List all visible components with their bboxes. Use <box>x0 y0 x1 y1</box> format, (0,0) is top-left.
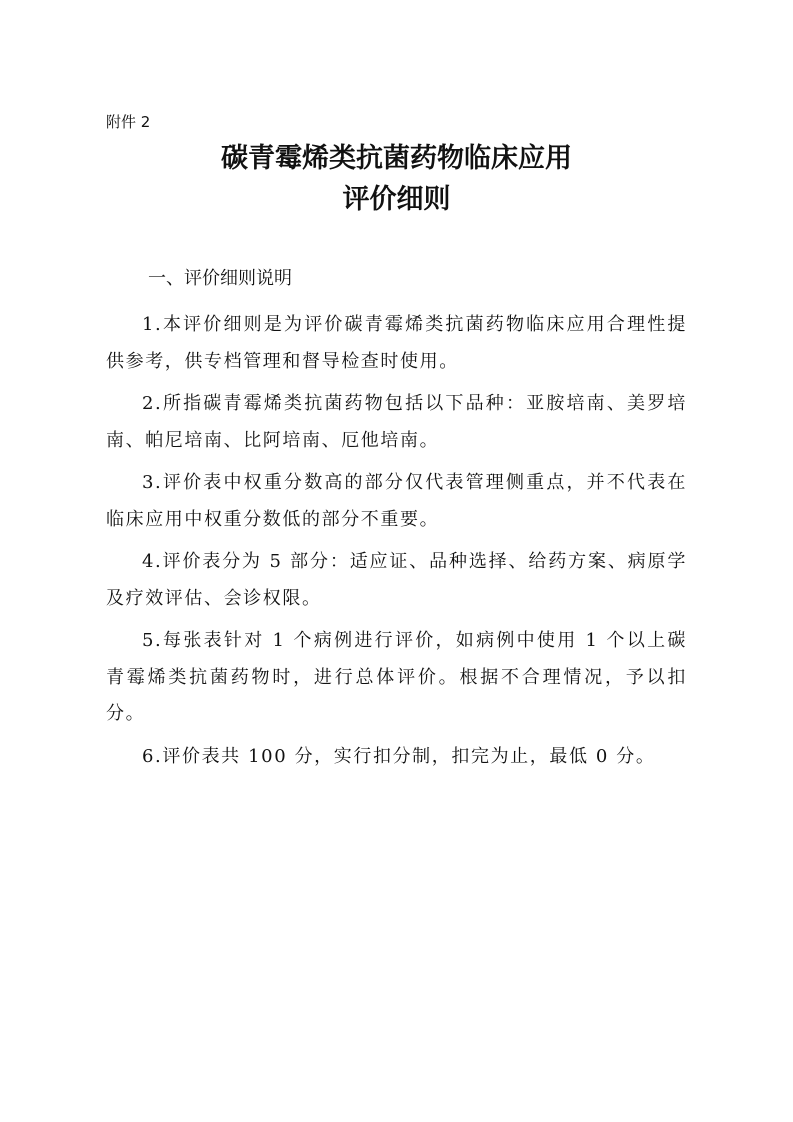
paragraph-item-3: 3.评价表中权重分数高的部分仅代表管理侧重点，并不代表在临床应用中权重分数低的部分不重要。 <box>106 472 687 530</box>
paragraph-item-6: 6.评价表共 100 分，实行扣分制，扣完为止，最低 0 分。 <box>142 746 656 767</box>
paragraph-item-4: 4.评价表分为 5 部分：适应证、品种选择、给药方案、病原学及疗效评估、会诊权限。 <box>106 551 687 609</box>
paragraph-item-2: 2.所指碳青霉烯类抗菌药物包括以下品种：亚胺培南、美罗培南、帕尼培南、比阿培南、厄他培南。 <box>106 393 687 451</box>
paragraph-item-5: 5.每张表针对 1 个病例进行评价，如病例中使用 1 个以上碳青霉烯类抗菌药物时，进行总体评价。根据不合理情况，予以扣分。 <box>106 630 687 724</box>
document-title-line-2: 评价细则 <box>342 184 451 215</box>
document-title-line-1: 碳青霉烯类抗菌药物临床应用 <box>221 143 572 174</box>
attachment-label: 附件 2 <box>106 113 151 131</box>
paragraph-item-1: 1.本评价细则是为评价碳青霉烯类抗菌药物临床应用合理性提供参考，供专档管理和督导检查时使用。 <box>106 314 687 372</box>
section-heading: 一、评价细则说明 <box>148 268 292 289</box>
